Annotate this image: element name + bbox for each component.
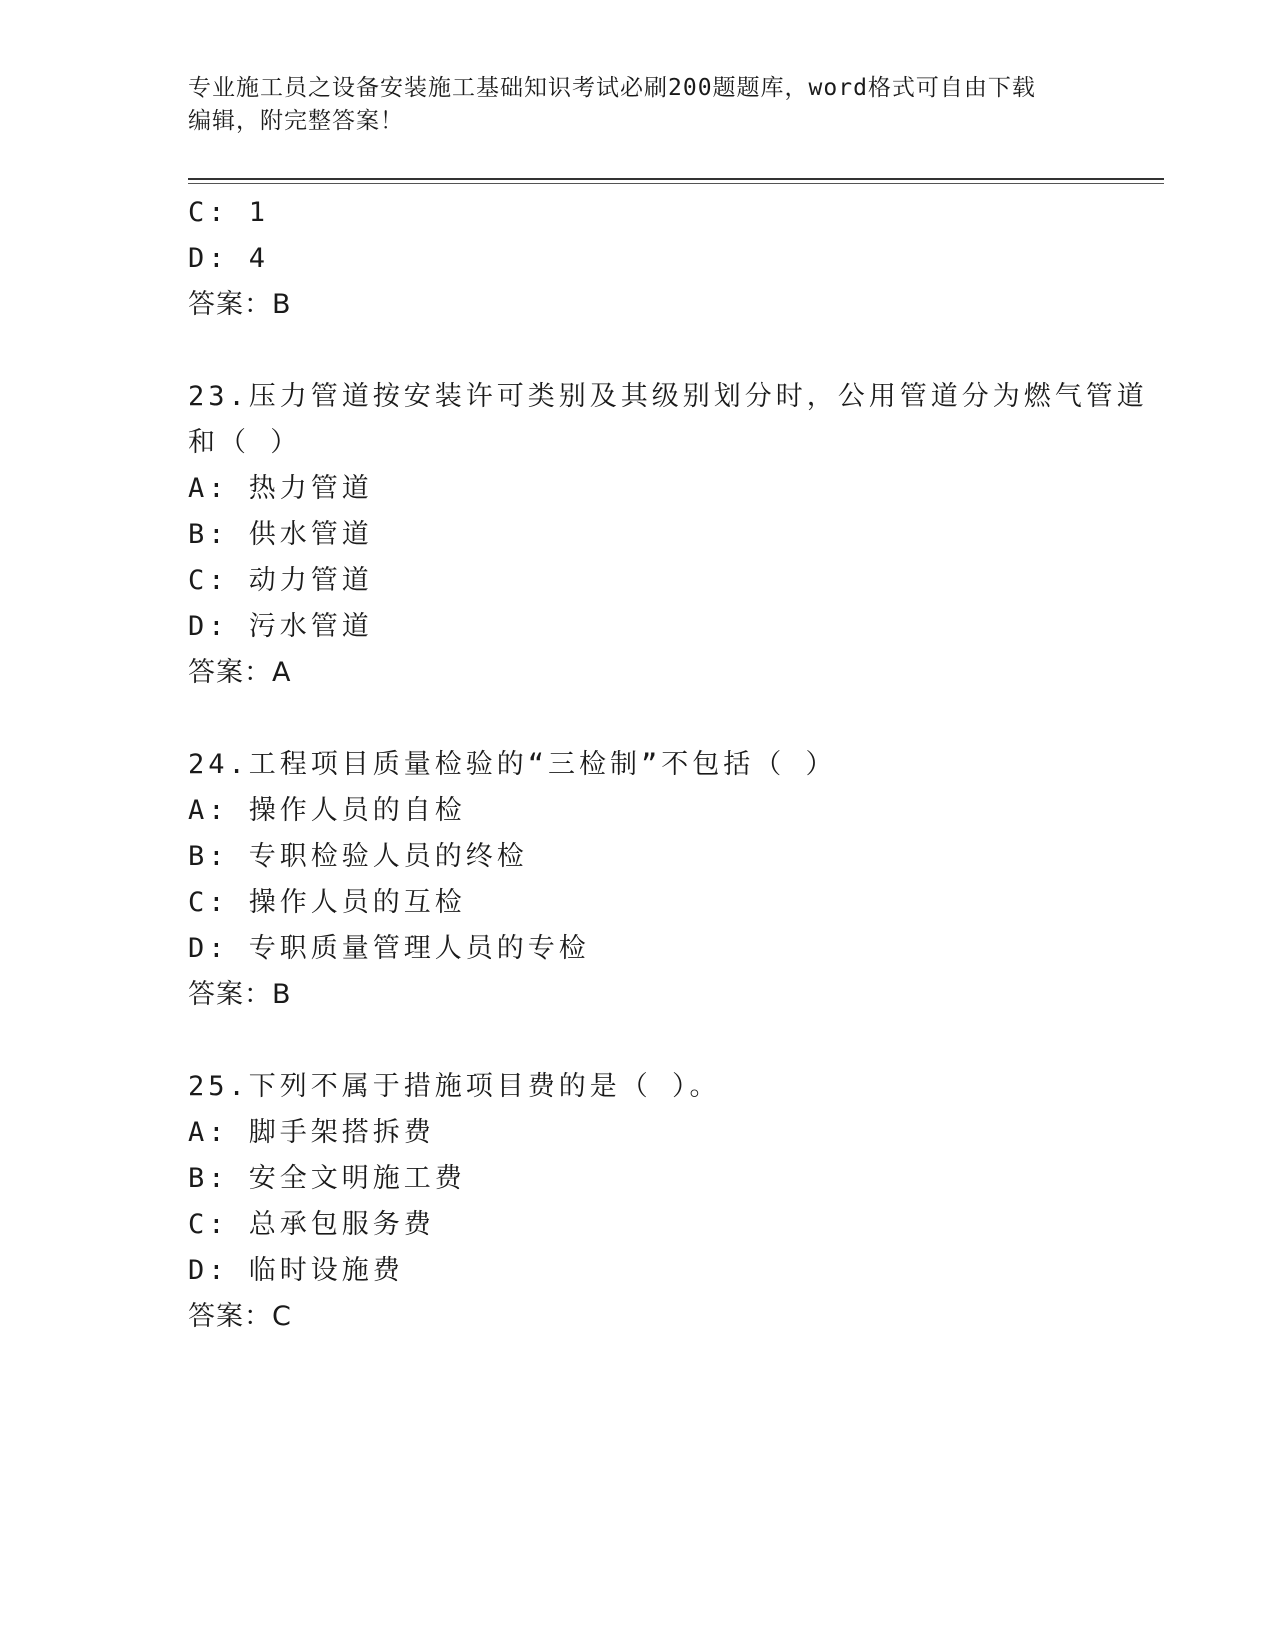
option-d: D: 临时设施费 [188, 1255, 404, 1286]
header-line-1: 专业施工员之设备安装施工基础知识考试必刷200题题库，word格式可自由下载 [188, 75, 1036, 101]
option-d: D: 4 [188, 243, 270, 274]
option-b: B: 供水管道 [188, 519, 373, 550]
page-header [188, 72, 1088, 138]
option-a: A: 操作人员的自检 [188, 795, 466, 826]
question-stem-line-2: 和（ ） [188, 427, 302, 458]
option-c: C: 总承包服务费 [188, 1209, 435, 1240]
question-stem-line-1: 23.压力管道按安装许可类别及其级别划分时，公用管道分为燃气管道 [188, 381, 1148, 412]
answer: 答案：C [188, 1301, 292, 1332]
header-line-2: 编辑，附完整答案！ [188, 108, 404, 134]
option-d: D: 污水管道 [188, 611, 373, 642]
answer: 答案：B [188, 289, 292, 320]
option-c: C: 动力管道 [188, 565, 373, 596]
question-block-23 [188, 374, 1148, 696]
option-a: A: 脚手架搭拆费 [188, 1117, 435, 1148]
question-block-22 [188, 190, 1088, 328]
question-stem: 24.工程项目质量检验的“三检制”不包括（ ） [188, 749, 837, 780]
header-rule-thick [188, 178, 1164, 180]
question-stem: 25.下列不属于措施项目费的是（ ）。 [188, 1071, 721, 1102]
option-b: B: 专职检验人员的终检 [188, 841, 528, 872]
option-c: C: 操作人员的互检 [188, 887, 466, 918]
option-b: B: 安全文明施工费 [188, 1163, 466, 1194]
answer: 答案：B [188, 979, 292, 1010]
option-d: D: 专职质量管理人员的专检 [188, 933, 590, 964]
option-a: A: 热力管道 [188, 473, 373, 504]
answer: 答案：A [188, 657, 292, 688]
header-rule-thin [188, 183, 1164, 184]
option-c: C: 1 [188, 197, 270, 228]
document-body [188, 190, 1148, 1340]
question-block-24 [188, 742, 1088, 1018]
question-block-25 [188, 1064, 1088, 1340]
